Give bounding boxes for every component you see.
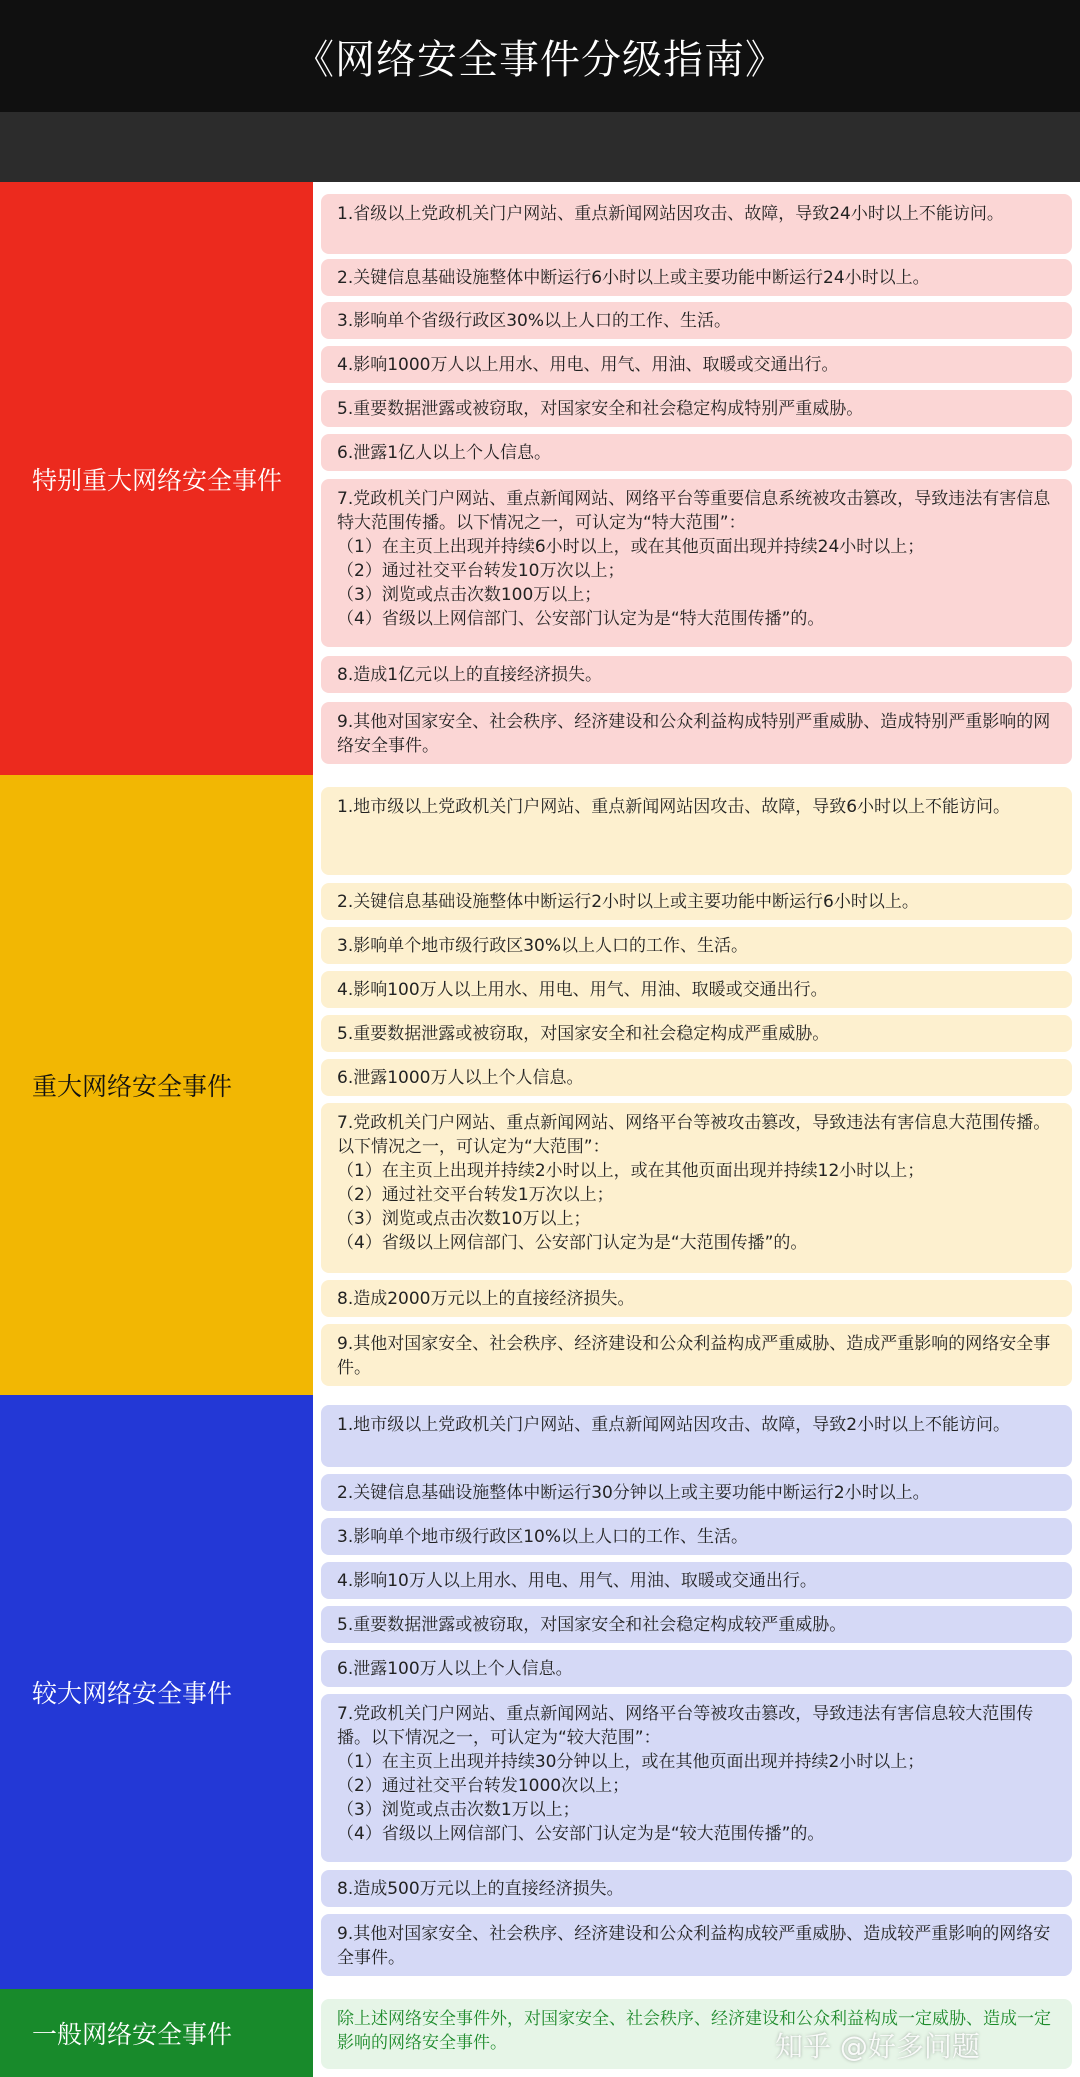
criteria-list (313, 182, 1080, 775)
section-extremely-major (0, 182, 1080, 775)
criteria-item: 5.重要数据泄露或被窃取，对国家安全和社会稳定构成特别严重威胁。 (321, 390, 1072, 427)
criteria-item: 4.影响10万人以上用水、用电、用气、用油、取暖或交通出行。 (321, 1562, 1072, 1599)
criteria-item: 9.其他对国家安全、社会秩序、经济建设和公众利益构成严重威胁、造成严重影响的网络安全事件。 (321, 1324, 1072, 1386)
criteria-item: 7.党政机关门户网站、重点新闻网站、网络平台等被攻击篡改，导致违法有害信息较大范围传播。以下情况之一，可认定为“较大范围”： （1）在主页上出现并持续30分钟以上，或在其他页面出现并持续2小时以上； （2）通过社交平台转发1000次以上； （3）浏览或点击次数1万以上； （4）省级以上网信部门、公安部门认定为是“较大范围传播”的。 (321, 1694, 1072, 1862)
page-title: 《网络安全事件分级指南》 (294, 36, 786, 83)
level-label: 一般网络安全事件 (0, 1989, 313, 2077)
criteria-item: 6.泄露100万人以上个人信息。 (321, 1650, 1072, 1687)
level-label: 重大网络安全事件 (0, 775, 313, 1395)
criteria-item: 9.其他对国家安全、社会秩序、经济建设和公众利益构成较严重威胁、造成较严重影响的网络安全事件。 (321, 1914, 1072, 1976)
section-major (0, 775, 1080, 1395)
criteria-item: 2.关键信息基础设施整体中断运行6小时以上或主要功能中断运行24小时以上。 (321, 259, 1072, 296)
criteria-item: 1.省级以上党政机关门户网站、重点新闻网站因攻击、故障，导致24小时以上不能访问。 (321, 194, 1072, 254)
criteria-item: 7.党政机关门户网站、重点新闻网站、网络平台等被攻击篡改，导致违法有害信息大范围传播。以下情况之一，可认定为“大范围”： （1）在主页上出现并持续2小时以上，或在其他页面出现并持续12小时以上； （2）通过社交平台转发1万次以上； （3）浏览或点击次数10万以上； （4）省级以上网信部门、公安部门认定为是“大范围传播”的。 (321, 1103, 1072, 1273)
criteria-item: 9.其他对国家安全、社会秩序、经济建设和公众利益构成特别严重威胁、造成特别严重影响的网络安全事件。 (321, 702, 1072, 764)
criteria-item: 4.影响1000万人以上用水、用电、用气、用油、取暖或交通出行。 (321, 346, 1072, 383)
criteria-item: 6.泄露1000万人以上个人信息。 (321, 1059, 1072, 1096)
criteria-list (313, 775, 1080, 1395)
criteria-list (313, 1395, 1080, 1989)
criteria-item: 3.影响单个地市级行政区30%以上人口的工作、生活。 (321, 927, 1072, 964)
header-bar (0, 0, 1080, 112)
criteria-item: 2.关键信息基础设施整体中断运行30分钟以上或主要功能中断运行2小时以上。 (321, 1474, 1072, 1511)
criteria-item: 3.影响单个地市级行政区10%以上人口的工作、生活。 (321, 1518, 1072, 1555)
criteria-item: 7.党政机关门户网站、重点新闻网站、网络平台等重要信息系统被攻击篡改，导致违法有害信息特大范围传播。以下情况之一，可认定为“特大范围”： （1）在主页上出现并持续6小时以上，或在其他页面出现并持续24小时以上； （2）通过社交平台转发10万次以上； （3）浏览或点击次数100万以上； （4）省级以上网信部门、公安部门认定为是“特大范围传播”的。 (321, 479, 1072, 647)
criteria-item: 2.关键信息基础设施整体中断运行2小时以上或主要功能中断运行6小时以上。 (321, 883, 1072, 920)
level-label: 特别重大网络安全事件 (0, 182, 313, 775)
criteria-item: 5.重要数据泄露或被窃取，对国家安全和社会稳定构成严重威胁。 (321, 1015, 1072, 1052)
subheader-bar (0, 112, 1080, 182)
watermark: 知乎 @好多问题 (775, 2030, 980, 2063)
criteria-item: 4.影响100万人以上用水、用电、用气、用油、取暖或交通出行。 (321, 971, 1072, 1008)
criteria-item: 6.泄露1亿人以上个人信息。 (321, 434, 1072, 471)
level-label: 较大网络安全事件 (0, 1395, 313, 1989)
criteria-item: 5.重要数据泄露或被窃取，对国家安全和社会稳定构成较严重威胁。 (321, 1606, 1072, 1643)
criteria-item: 1.地市级以上党政机关门户网站、重点新闻网站因攻击、故障，导致6小时以上不能访问。 (321, 787, 1072, 875)
criteria-item: 1.地市级以上党政机关门户网站、重点新闻网站因攻击、故障，导致2小时以上不能访问。 (321, 1405, 1072, 1467)
criteria-item: 8.造成2000万元以上的直接经济损失。 (321, 1280, 1072, 1317)
criteria-item: 8.造成500万元以上的直接经济损失。 (321, 1870, 1072, 1907)
criteria-item: 除上述网络安全事件外，对国家安全、社会秩序、经济建设和公众利益构成一定威胁、造成一定影响的网络安全事件。 (321, 1999, 1072, 2069)
criteria-item: 3.影响单个省级行政区30%以上人口的工作、生活。 (321, 302, 1072, 339)
section-relatively-major (0, 1395, 1080, 1989)
criteria-item: 8.造成1亿元以上的直接经济损失。 (321, 656, 1072, 693)
